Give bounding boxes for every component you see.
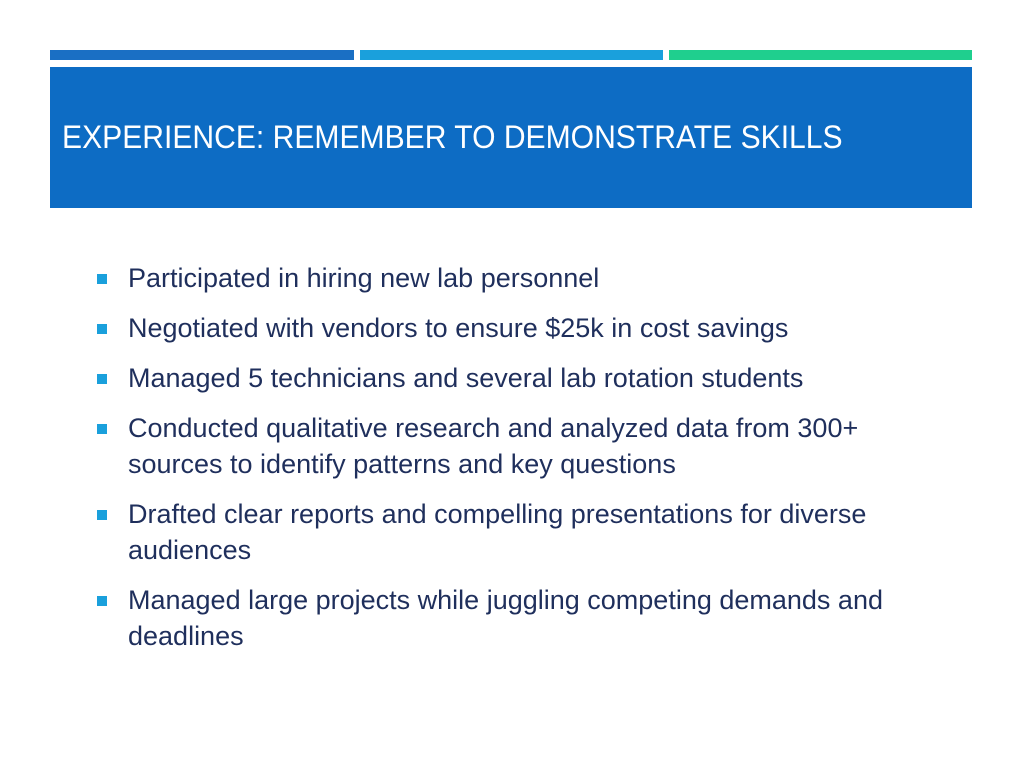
bullet-item <box>95 582 955 654</box>
bullet-list <box>95 260 955 668</box>
bullet-text: Managed 5 technicians and several lab rotation students <box>128 363 804 393</box>
accent-bar-3 <box>669 50 972 60</box>
bullet-item <box>95 360 955 396</box>
bullet-text: Participated in hiring new lab personnel <box>128 263 600 293</box>
bullet-text: Managed large projects while juggling competing demands and deadlines <box>128 585 883 651</box>
square-bullet-icon <box>97 374 107 384</box>
bullet-item <box>95 310 955 346</box>
bullet-text: Negotiated with vendors to ensure $25k in cost savings <box>128 313 789 343</box>
square-bullet-icon <box>97 424 107 434</box>
bullet-item <box>95 496 955 568</box>
bullet-text: Conducted qualitative research and analyzed data from 300+ sources to identify patterns and key questions <box>128 413 859 479</box>
bullet-item <box>95 410 955 482</box>
accent-bar-1 <box>50 50 354 60</box>
square-bullet-icon <box>97 274 107 284</box>
accent-bar-2 <box>360 50 663 60</box>
square-bullet-icon <box>97 324 107 334</box>
slide-title: EXPERIENCE: REMEMBER TO DEMONSTRATE SKILLS <box>62 119 843 155</box>
square-bullet-icon <box>97 510 107 520</box>
bullet-text: Drafted clear reports and compelling presentations for diverse audiences <box>128 499 867 565</box>
square-bullet-icon <box>97 596 107 606</box>
title-band <box>50 67 972 208</box>
bullet-item <box>95 260 955 296</box>
